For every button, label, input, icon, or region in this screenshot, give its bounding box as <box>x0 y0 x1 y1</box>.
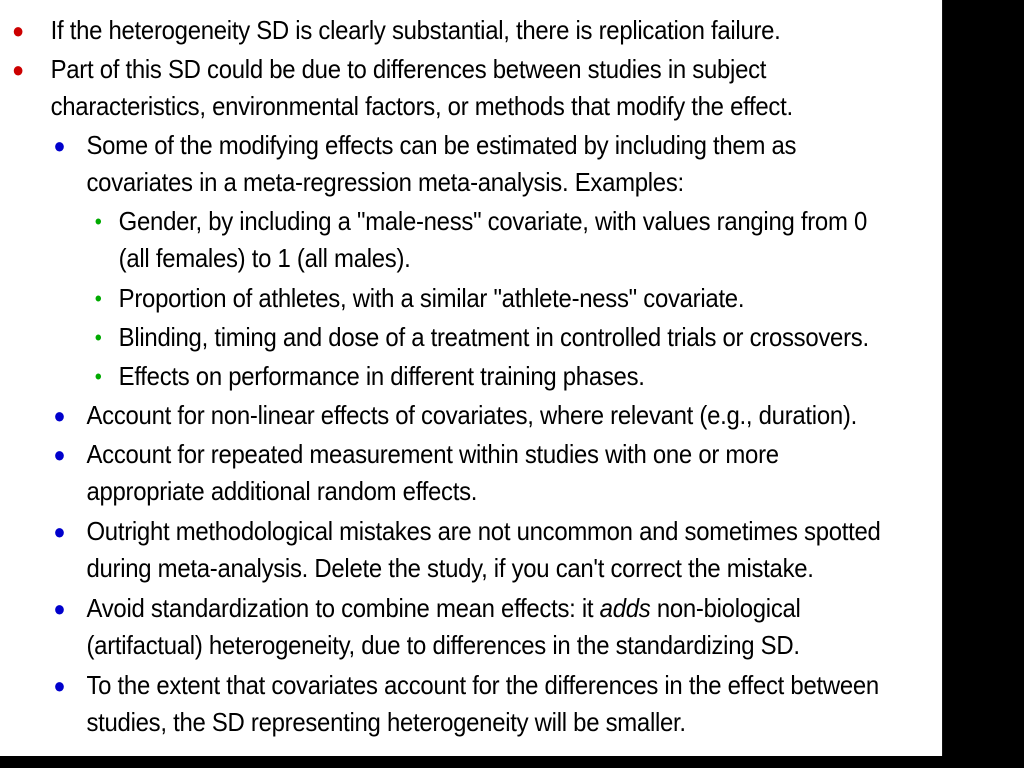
bullet-dot-icon: • <box>94 286 102 311</box>
bullet-text-line: (artifactual) heterogeneity, due to differences in the standardizing SD. <box>86 630 800 660</box>
sub-bullet-item <box>53 127 797 201</box>
sub-bullet-item <box>53 513 881 587</box>
bullet-text-line: Gender, by including a "male-ness" covariate, with values ranging from 0 <box>118 206 868 236</box>
sub-sub-bullet-item <box>94 319 869 356</box>
bullet-dot-icon: ● <box>53 133 66 158</box>
bullet-text-line: during meta-analysis. Delete the study, if you can't correct the mistake. <box>86 553 814 583</box>
bullet-dot-icon: ● <box>53 519 66 544</box>
sub-sub-bullet-item <box>94 203 868 277</box>
bullet-dot-icon: ● <box>53 442 66 467</box>
bullet-text-line: appropriate additional random effects. <box>86 476 478 506</box>
bullet-text-line: Some of the modifying effects can be estimated by including them as <box>86 130 797 160</box>
bullet-item <box>11 12 781 49</box>
text-run: Avoid standardization to combine mean effects: it <box>86 593 600 623</box>
bullet-text-line <box>86 590 800 627</box>
bullet-text-line: (all females) to 1 (all males). <box>118 243 411 273</box>
bullet-dot-icon: • <box>94 209 102 234</box>
sub-sub-bullet-item <box>94 358 645 395</box>
sub-sub-bullet-item <box>94 280 745 317</box>
sub-bullet-item <box>53 436 779 510</box>
bullet-dot-icon: ● <box>11 57 24 82</box>
bullet-text-line: studies, the SD representing heterogeneity will be smaller. <box>86 707 686 737</box>
bullet-text-line: Effects on performance in different training phases. <box>118 361 645 391</box>
sub-bullet-item <box>53 590 801 664</box>
text-run: non-biological <box>650 593 801 623</box>
bullet-dot-icon: • <box>94 325 102 350</box>
bullet-text-line: To the extent that covariates account for the differences in the effect between <box>86 670 879 700</box>
bullet-text-line: Account for repeated measurement within studies with one or more <box>86 439 779 469</box>
bullet-text-line: Blinding, timing and dose of a treatment in controlled trials or crossovers. <box>118 322 869 352</box>
bullet-dot-icon: ● <box>53 596 66 621</box>
bullet-text-line: characteristics, environmental factors, or methods that modify the effect. <box>50 91 793 121</box>
bullet-text-line: covariates in a meta-regression meta-analysis. Examples: <box>86 167 684 197</box>
bullet-text-line: Part of this SD could be due to differences between studies in subject <box>50 54 767 84</box>
bullet-dot-icon: • <box>94 364 102 389</box>
bullet-text-line: Outright methodological mistakes are not uncommon and sometimes spotted <box>86 516 881 546</box>
bullet-dot-icon: ● <box>53 673 66 698</box>
sub-bullet-item <box>53 397 857 434</box>
bullet-text-line: Account for non-linear effects of covariates, where relevant (e.g., duration). <box>86 400 857 430</box>
bullet-dot-icon: ● <box>11 18 24 43</box>
sub-bullet-item <box>53 667 879 741</box>
bullet-text-line: Proportion of athletes, with a similar "athlete-ness" covariate. <box>118 283 745 313</box>
bottom-frame-bar <box>0 756 1024 768</box>
emphasis-text: adds <box>599 593 651 623</box>
bullet-text-line: If the heterogeneity SD is clearly substantial, there is replication failure. <box>50 15 781 45</box>
bullet-item <box>11 51 793 125</box>
bullet-dot-icon: ● <box>53 403 66 428</box>
